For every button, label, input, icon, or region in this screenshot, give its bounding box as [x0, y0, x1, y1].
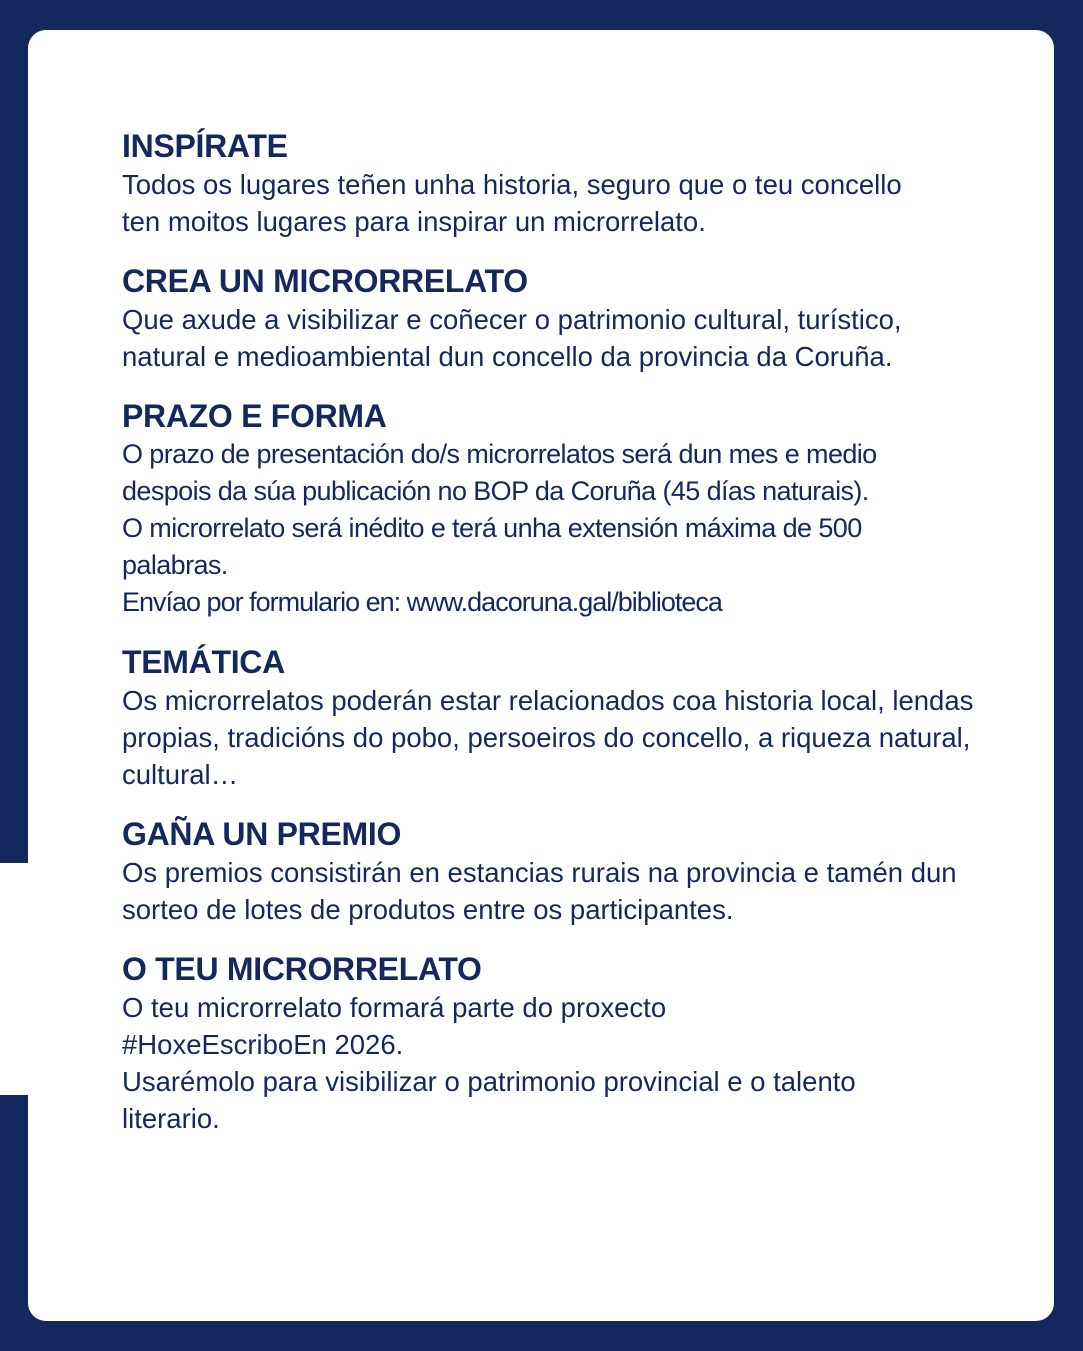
section-crea	[122, 261, 982, 375]
section-text: Que axude a visibilizar e coñecer o patrimonio cultural, turístico, natural e medioambiental dun concello da provincia da Coruña.	[122, 304, 902, 372]
section-text: O prazo de presentación do/s microrrelatos será dun mes e medio despois da súa publicación no BOP da Coruña (45 días naturais).	[122, 439, 877, 506]
section-text: Os premios consistirán en estancias rurais na provincia e tamén dun sorteo de lotes de produtos entre os participantes.	[122, 857, 957, 925]
section-text: O microrrelato será inédito e terá unha extensión máxima de 500 palabras.	[122, 513, 862, 580]
section-heading: GAÑA UN PREMIO	[122, 816, 402, 852]
section-text: O teu microrrelato formará parte do proxecto #HoxeEscriboEn 2026.	[122, 992, 667, 1060]
section-heading: O TEU MICRORRELATO	[122, 951, 482, 987]
section-premio	[122, 814, 982, 928]
section-text: Usarémolo para visibilizar o patrimonio provincial e o talento literario.	[122, 1066, 856, 1134]
section-text: Todos os lugares teñen unha historia, seguro que o teu concello ten moitos lugares para inspirar un microrrelato.	[122, 169, 902, 237]
section-microrrelato	[122, 949, 982, 1137]
section-tematica	[122, 642, 982, 793]
section-prazo	[122, 396, 982, 621]
section-text: Os microrrelatos poderán estar relacionados coa historia local, lendas propias, tradicións do pobo, persoeiros do concello, a riqueza natural, cultural…	[122, 685, 974, 790]
card-content	[122, 126, 982, 1158]
section-heading: INSPÍRATE	[122, 128, 288, 164]
section-link-text: Envíao por formulario en: www.dacoruna.gal/biblioteca	[122, 587, 722, 617]
section-heading: PRAZO E FORMA	[122, 398, 387, 434]
info-card	[28, 30, 1054, 1321]
section-inspirate	[122, 126, 982, 240]
section-heading: CREA UN MICRORRELATO	[122, 263, 528, 299]
frame-notch	[0, 863, 30, 1095]
section-heading: TEMÁTICA	[122, 644, 285, 680]
